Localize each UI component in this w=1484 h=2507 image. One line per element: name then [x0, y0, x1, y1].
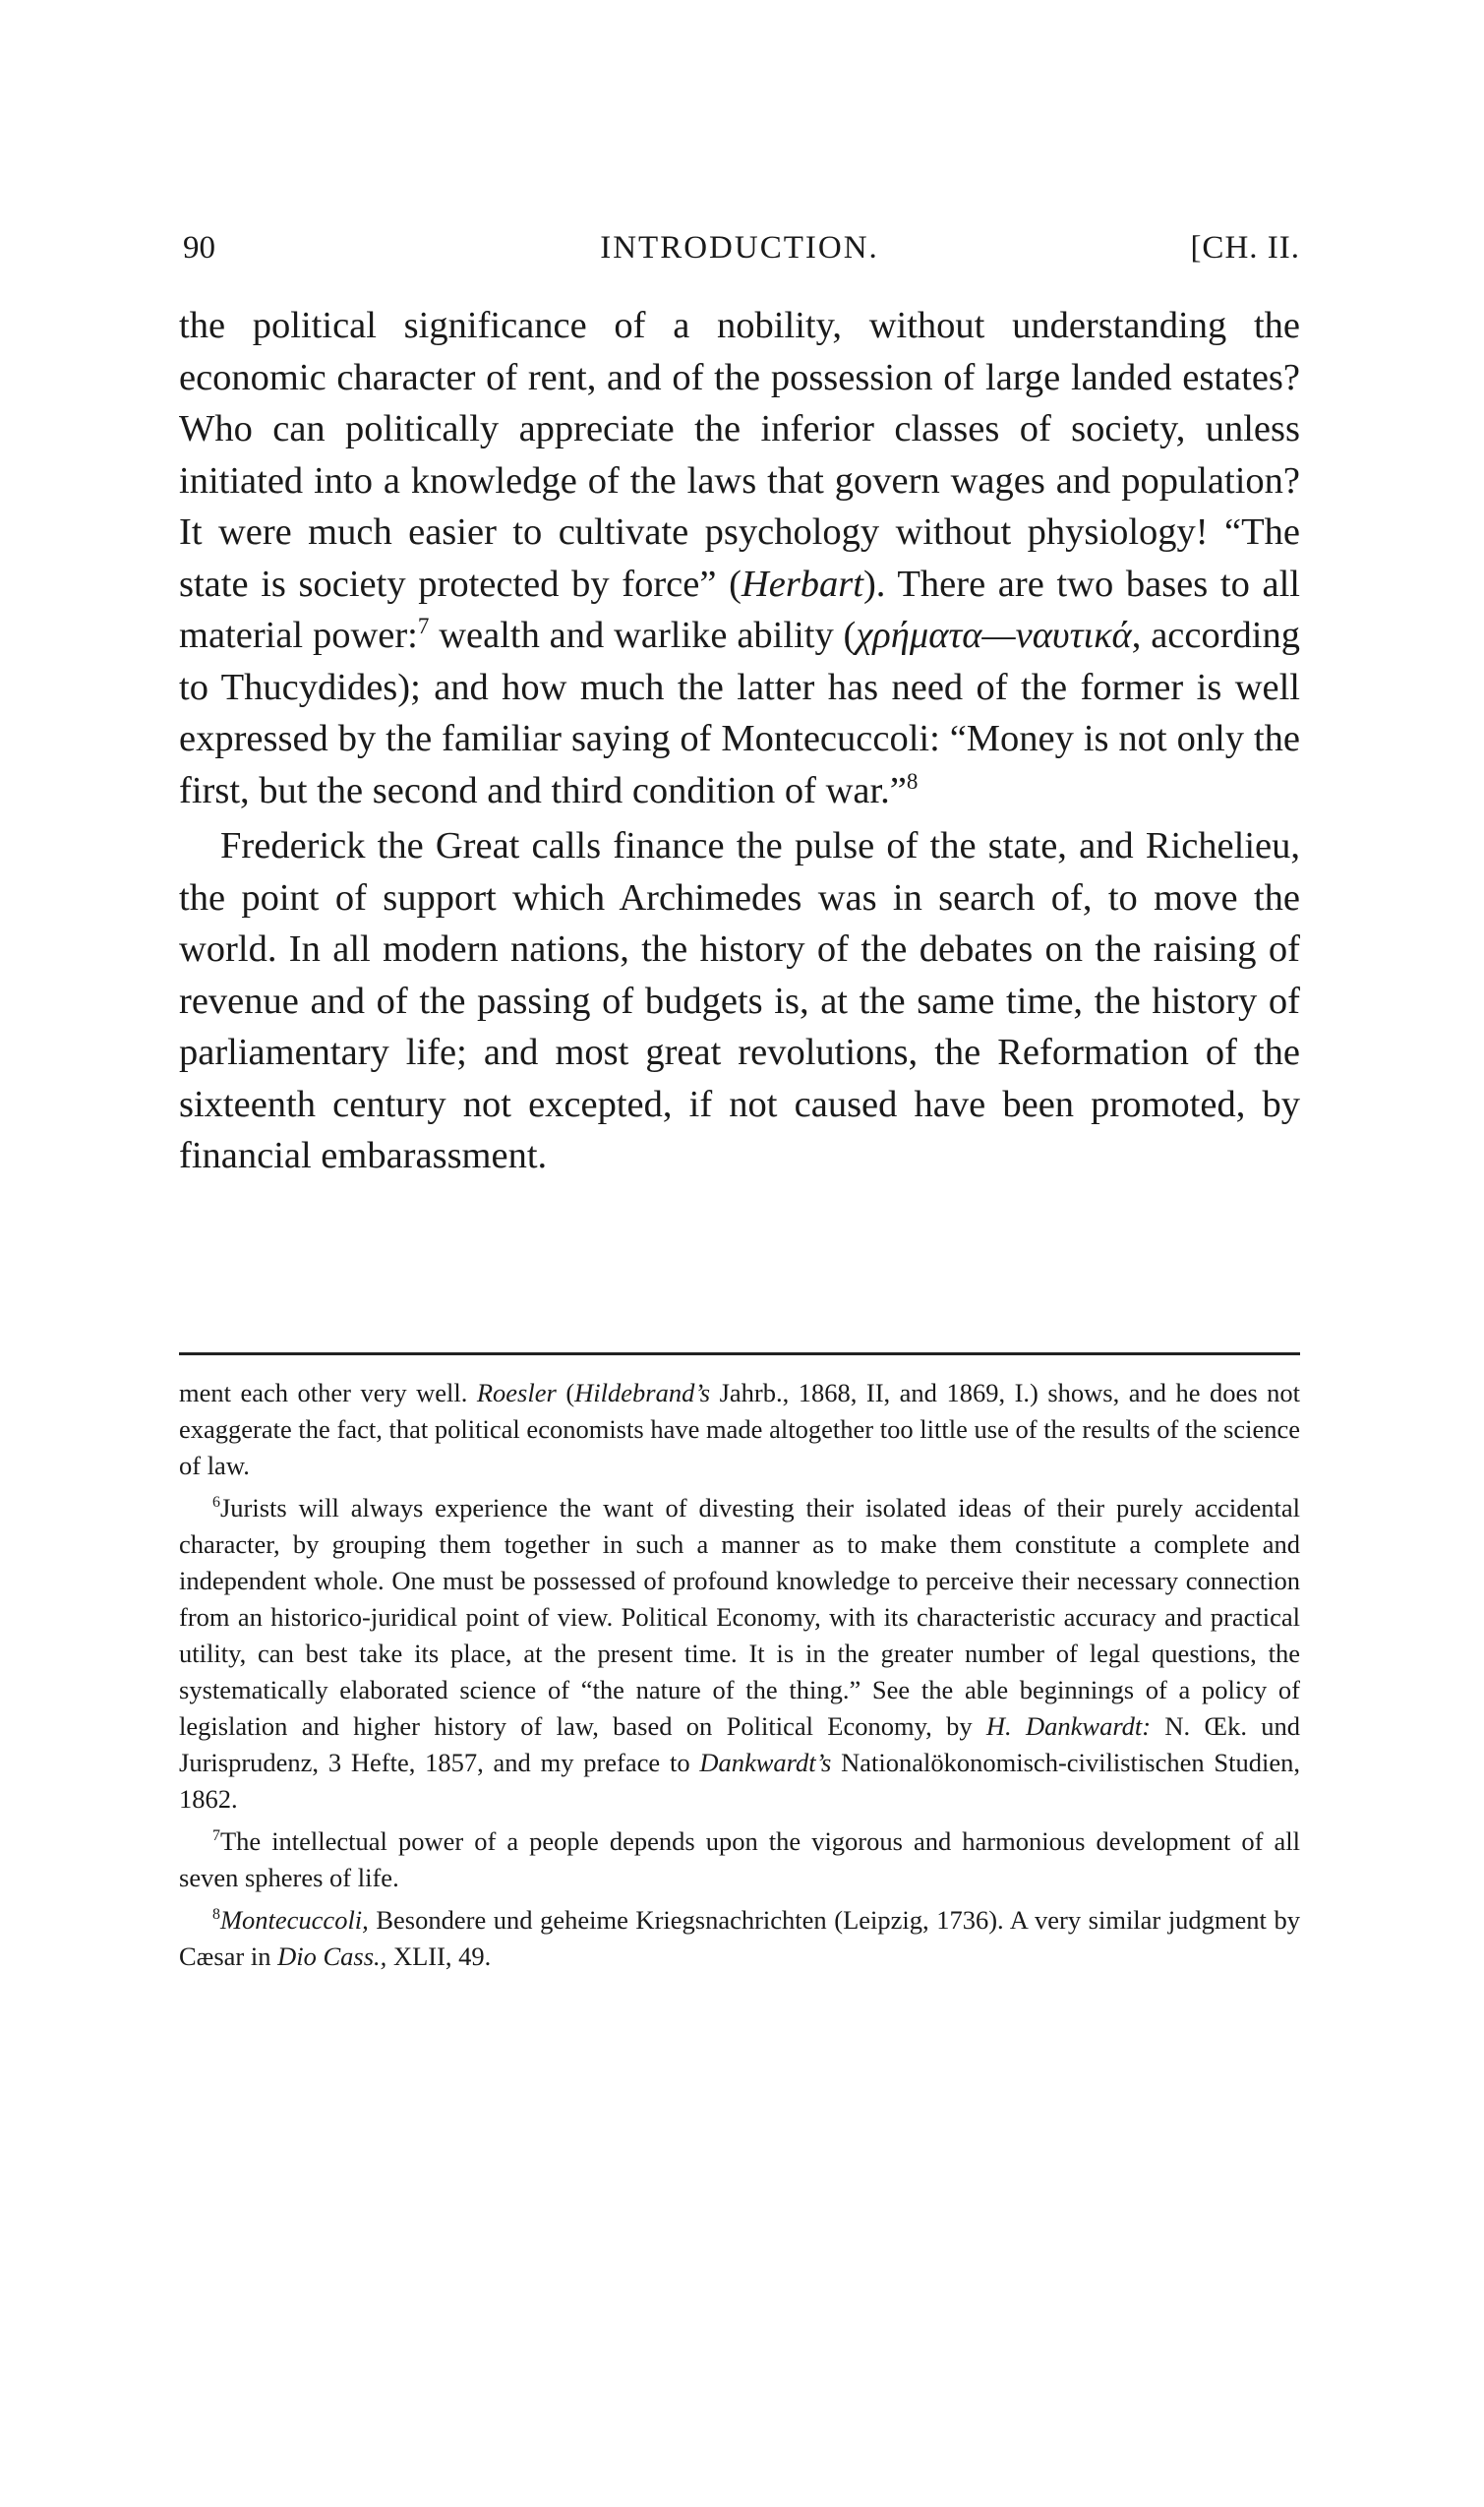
- running-title: INTRODUCTION.: [600, 230, 879, 266]
- footnote-marker: 8: [212, 1906, 220, 1924]
- footnote-continued: [179, 1375, 1300, 1484]
- text-run: (: [556, 1378, 575, 1407]
- text-run: Nationalökonomisch-civilistischen Studien, 1862.: [179, 1748, 1300, 1814]
- paragraph-continued: [179, 300, 1300, 816]
- book-page: [179, 0, 1300, 2507]
- text-run: wealth and warlike ability (: [429, 615, 857, 656]
- footnote-marker: 7: [212, 1827, 220, 1845]
- paragraph: Frederick the Great calls finance the pulse of the state, and Richelieu, the point of support which Archimedes was in search of, to move the world. In all modern nations, the history of the debates on the raising of revenue and of the passing of budgets is, at the same time, the history of parliamentary life; and most great revolutions, the Reformation of the sixteenth century not excepted, if not caused have been promoted, by financial embarassment.: [179, 825, 1300, 1176]
- footnote-ref-8: 8: [906, 767, 919, 794]
- author-citation-montecuccoli: Montecuccoli,: [219, 1905, 369, 1935]
- footnote-7: [179, 1823, 1300, 1896]
- work-citation-hildebrand: Hildebrand’s: [574, 1378, 711, 1407]
- greek-phrase: χρήματα—ναυτικά: [856, 615, 1132, 656]
- author-citation-dankwardt: H. Dankwardt:: [985, 1711, 1152, 1741]
- text-run: N. Œk. und Jurisprudenz, 3 Hefte, 1857, and my preface to: [179, 1711, 1301, 1777]
- text-run: ment each other very well.: [179, 1378, 477, 1407]
- text-run: Jurists will always experience the want of divesting their isolated ideas of their purely accidental character, by grouping them together in such a manner as to make them constitute a complete and independent whole. One must be possessed of profound knowledge to perceive their necessary connection from an historico-juridical point of view. Political Economy, with its characteristic accuracy and practical utility, can best take its place, at the present time. It is in the greater number of legal questions, the systematically elaborated science of “the nature of the thing.” See the able beginnings of a policy of legislation and higher history of law, based on Political Economy, by: [179, 1493, 1300, 1741]
- text-run: Besondere und geheime Kriegsnachrichten (Leipzig, 1736). A very similar judgment by Cæsar in: [179, 1905, 1300, 1971]
- text-run: Jahrb., 1868, II, and 1869, I.) shows, and he does not exaggerate the fact, that political economists have made altogether too little use of the results of the science of law.: [179, 1378, 1300, 1480]
- chapter-reference: [CH. II.: [1190, 230, 1300, 266]
- footnotes: [179, 1375, 1300, 1975]
- text-run: ). There are two bases to all material power:: [179, 563, 1300, 656]
- text-run: The intellectual power of a people depends upon the vigorous and harmonious development of all seven spheres of life.: [179, 1826, 1300, 1892]
- footnote-6: [179, 1490, 1300, 1818]
- author-citation-roesler: Roesler: [476, 1378, 557, 1407]
- footnote-marker: 6: [212, 1494, 220, 1512]
- author-citation-herbart: Herbart: [741, 563, 863, 605]
- footnote-divider: [179, 1352, 1300, 1355]
- work-citation-dio-cass: Dio Cass.,: [277, 1941, 387, 1971]
- text-run: XLII, 49.: [386, 1941, 492, 1971]
- footnote-8: [179, 1902, 1300, 1975]
- text-run: , according to Thucydides); and how much the latter has need of the former is well expressed by the familiar saying of Montecuccoli: “Money is not only the first, but the second and third condition of war.”: [179, 615, 1300, 811]
- text-run: the political significance of a nobility, without understanding the economic character of rent, and of the possession of large landed estates? Who can politically appreciate the inferior classes of society, unless initiated into a knowledge of the laws that govern wages and population? It were much easier to cultivate psychology without physiology! “The state is society protected by force” (: [179, 305, 1300, 605]
- page-number: 90: [183, 230, 215, 266]
- running-head: [179, 224, 1300, 271]
- footnote-ref-7: 7: [417, 613, 430, 639]
- work-citation-dankwardt: Dankwardt’s: [699, 1748, 832, 1777]
- main-text: [179, 300, 1300, 1182]
